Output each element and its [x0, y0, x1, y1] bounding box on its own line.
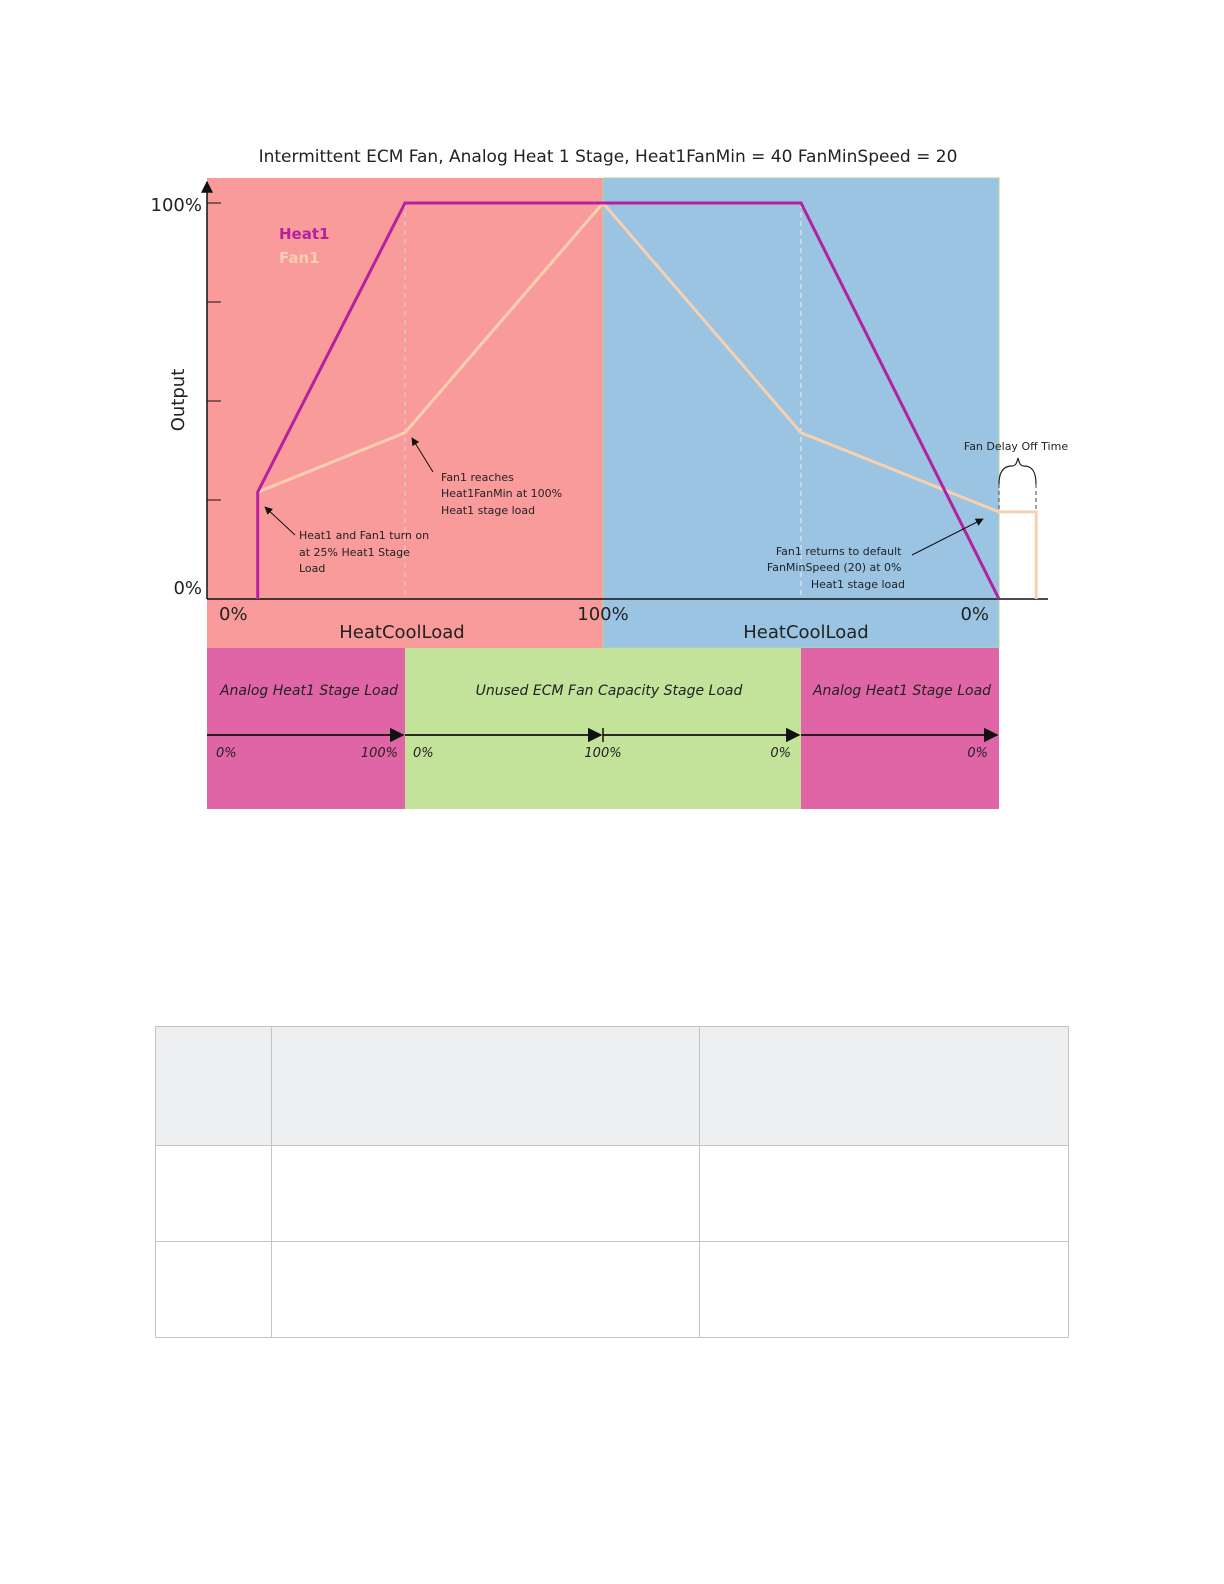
table-cell [700, 1027, 1069, 1146]
x-tick-label-0-left: 0% [219, 604, 248, 625]
annotation-turn-on-line2: at 25% Heat1 Stage [299, 546, 410, 559]
annotation-turn-on-line1: Heat1 and Fan1 turn on [299, 529, 430, 542]
table-header-row [156, 1027, 1069, 1146]
legend-heat1: Heat1 [279, 225, 330, 243]
table-row [156, 1146, 1069, 1242]
table-cell [700, 1146, 1069, 1242]
annotation-turn-on-line3: Load [299, 562, 326, 575]
empty-table [155, 1026, 1069, 1338]
band-tick-0-d: 0% [967, 746, 988, 761]
table-cell [272, 1242, 700, 1338]
y-tick-label-0: 0% [173, 578, 202, 599]
chart-title: Intermittent ECM Fan, Analog Heat 1 Stage, Heat1FanMin = 40 FanMinSpeed = 20 [258, 147, 958, 167]
band-label-analog-left: Analog Heat1 Stage Load [219, 683, 399, 699]
y-axis-label: Output [168, 368, 189, 432]
annotation-fan-returns-line1: Fan1 returns to default [775, 545, 902, 558]
band-label-unused: Unused ECM Fan Capacity Stage Load [475, 683, 743, 699]
x-axis-label-heat: HeatCoolLoad [339, 622, 465, 643]
annotation-fan-reaches-line3: Heat1 stage load [441, 504, 536, 517]
table-cell [272, 1027, 700, 1146]
table-row [156, 1242, 1069, 1338]
band-tick-100-a: 100% [360, 746, 398, 761]
table-cell [700, 1242, 1069, 1338]
x-axis-label-cool: HeatCoolLoad [743, 622, 869, 643]
table-cell [156, 1146, 272, 1242]
table-cell [156, 1027, 272, 1146]
band-tick-0-c: 0% [770, 746, 791, 761]
band-analog-left [207, 648, 405, 809]
annotation-fan-reaches-line2: Heat1FanMin at 100% [441, 487, 563, 500]
y-tick-label-100: 100% [150, 195, 202, 216]
band-label-analog-right: Analog Heat1 Stage Load [812, 683, 992, 699]
band-tick-0-a: 0% [216, 746, 237, 761]
annotation-fan-returns-line3: Heat1 stage load [810, 578, 905, 591]
band-tick-100-b: 100% [584, 746, 622, 761]
band-tick-0-b: 0% [413, 746, 434, 761]
table-cell [156, 1242, 272, 1338]
x-tick-label-0-right: 0% [960, 604, 989, 625]
annotation-fan-delay: Fan Delay Off Time [963, 440, 1069, 453]
brace-fan-delay [999, 458, 1036, 484]
band-analog-right [801, 648, 999, 809]
x-tick-label-100: 100% [577, 604, 629, 625]
annotation-fan-returns-line2: FanMinSpeed (20) at 0% [766, 561, 902, 574]
empty-table-wrapper [155, 1026, 1069, 1338]
legend-fan1: Fan1 [279, 249, 320, 267]
annotation-fan-reaches-line1: Fan1 reaches [441, 471, 514, 484]
table-cell [272, 1146, 700, 1242]
